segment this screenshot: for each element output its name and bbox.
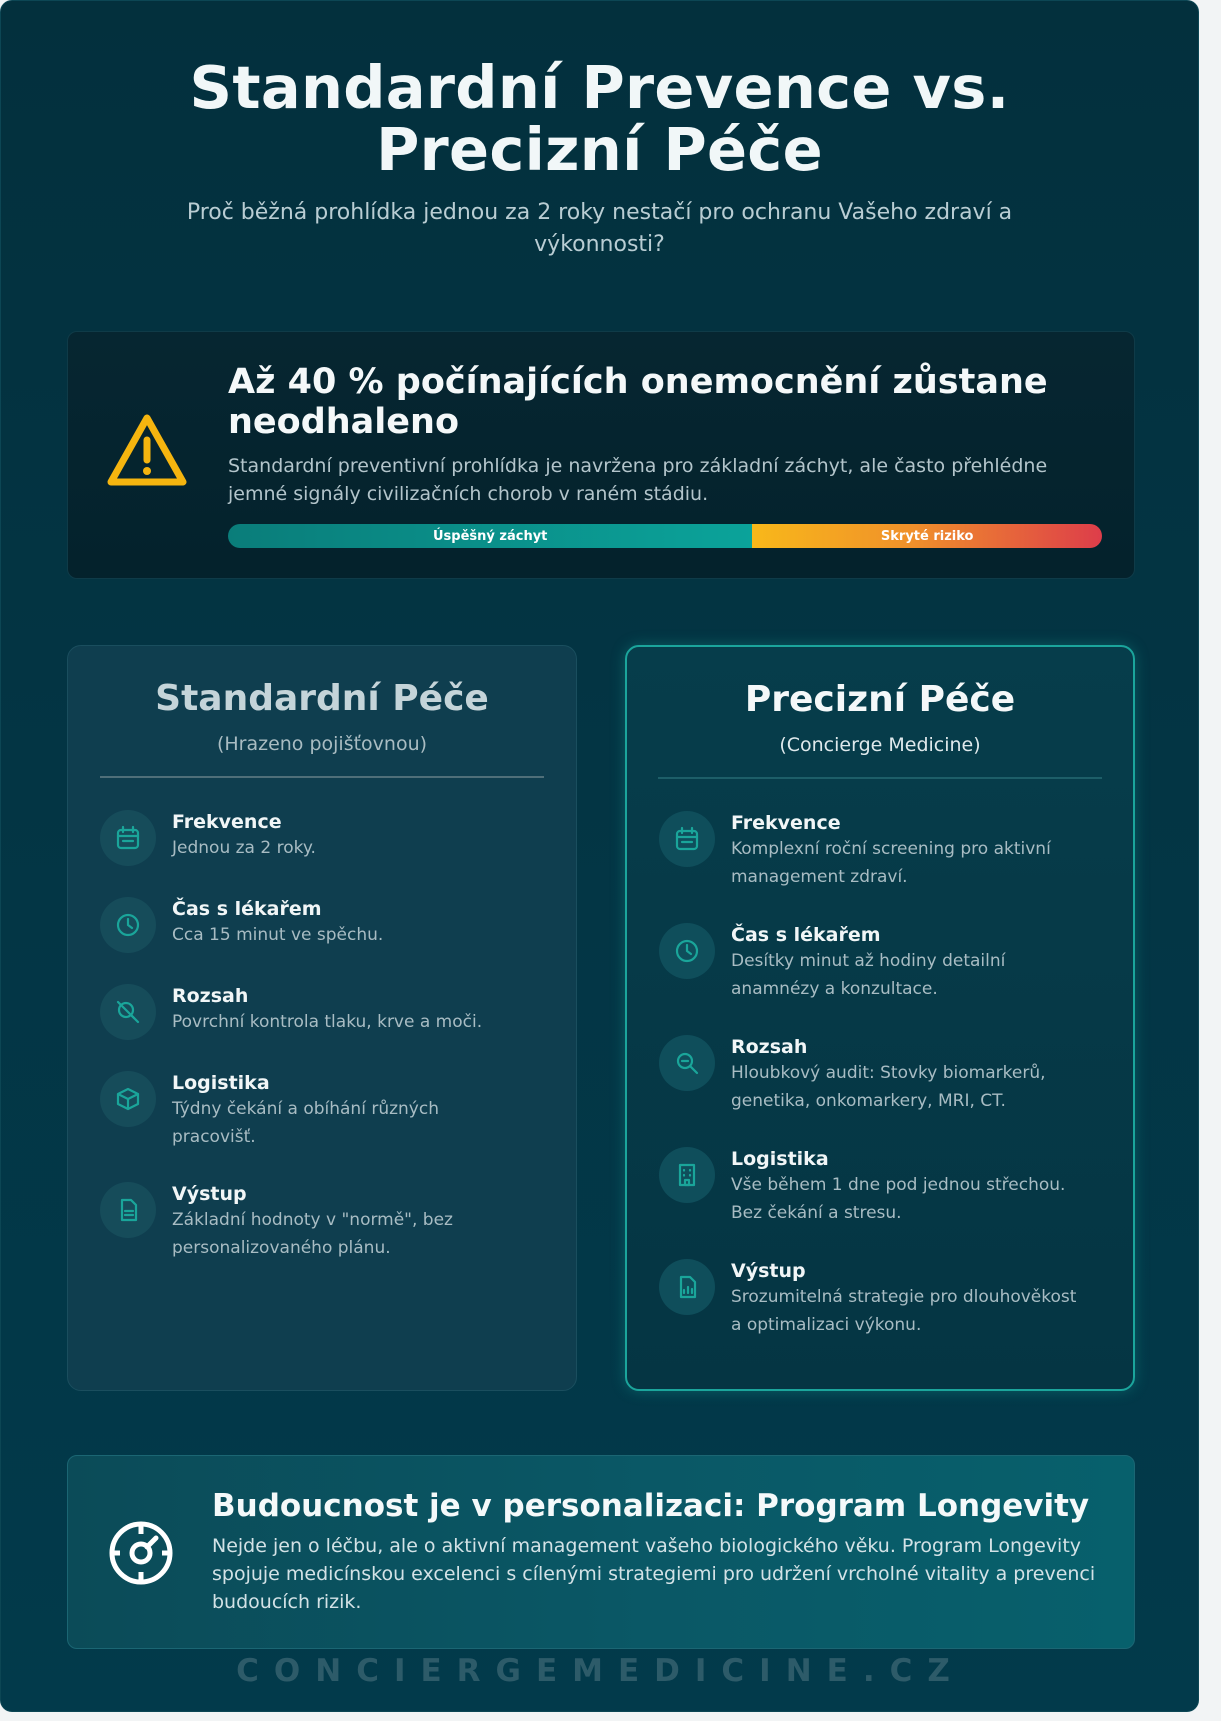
item-label: Frekvence — [172, 811, 282, 833]
cube-icon — [100, 1071, 156, 1127]
item-label: Rozsah — [172, 985, 249, 1007]
risk-bar-detected-label: Úspěšný záchyt — [433, 528, 548, 544]
item-label: Logistika — [731, 1148, 829, 1170]
item-desc: Desítky minut až hodiny detailní anamnézy a konzultace. — [731, 951, 1006, 999]
item-desc: Vše během 1 dne pod jednou střechou. Bez čekání a stresu. — [731, 1175, 1066, 1223]
item-desc: Komplexní roční screening pro aktivní management zdraví. — [731, 839, 1051, 887]
standard-care-card — [67, 645, 577, 1391]
standard-item-frequency — [100, 810, 544, 866]
precise-care-subtitle: (Concierge Medicine) — [779, 734, 981, 756]
page-title: Standardní Prevence vs. Precizní Péče — [189, 53, 1010, 184]
precise-care-title: Precizní Péče — [744, 679, 1016, 720]
standard-care-subtitle: (Hrazeno pojišťovnou) — [216, 733, 428, 755]
document-icon — [100, 1182, 156, 1238]
precise-item-frequency — [659, 811, 1101, 891]
clock-icon — [100, 897, 156, 953]
item-label: Výstup — [731, 1260, 806, 1282]
precise-item-time — [659, 923, 1101, 1003]
search-icon — [659, 1035, 715, 1091]
item-label: Čas s lékařem — [731, 924, 881, 946]
item-desc: Hloubkový audit: Stovky biomarkerů, genetika, onkomarkery, MRI, CT. — [731, 1063, 1046, 1111]
building-icon — [659, 1147, 715, 1203]
standard-item-time — [100, 897, 544, 953]
item-desc: Týdny čekání a obíhání různých pracovišť. — [172, 1099, 439, 1147]
precise-item-scope — [659, 1035, 1101, 1115]
search-off-icon — [100, 984, 156, 1040]
precise-item-output — [659, 1259, 1101, 1339]
item-label: Frekvence — [731, 812, 841, 834]
alert-text: Standardní preventivní prohlídka je navržena pro základní záchyt, ale často přehlédne jemné signály civilizačních chorob v raném stádiu. — [228, 455, 1048, 505]
calendar-icon — [100, 810, 156, 866]
item-label: Čas s lékařem — [172, 898, 322, 920]
item-label: Logistika — [172, 1072, 270, 1094]
page-subtitle: Proč běžná prohlídka jednou za 2 roky nestačí pro ochranu Vašeho zdraví a výkonnosti? — [186, 200, 1013, 257]
report-chart-icon — [659, 1259, 715, 1315]
alert-card — [67, 331, 1135, 579]
standard-item-output — [100, 1182, 544, 1262]
precise-care-card — [625, 645, 1135, 1391]
footer-brand: CONCIERGEMEDICINE.CZ — [236, 1653, 965, 1689]
standard-item-scope — [100, 984, 544, 1040]
item-desc: Srozumitelná strategie pro dlouhověkost a optimalizaci výkonu. — [731, 1287, 1077, 1335]
standard-item-logistics — [100, 1071, 544, 1151]
item-desc: Povrchní kontrola tlaku, krve a moči. — [172, 1012, 483, 1032]
risk-bar-hidden-label: Skryté riziko — [880, 528, 974, 544]
clock-icon — [659, 923, 715, 979]
hero — [1, 1, 1198, 261]
item-desc: Základní hodnoty v "normě", bez personalizovaného plánu. — [172, 1210, 453, 1258]
risk-bar-detected — [228, 524, 752, 548]
longevity-text: Nejde jen o léčbu, ale o aktivní management vašeho biologického věku. Program Longevity spojuje medicínskou excelenci s cílenými strategiemi pro udržení vrcholné vitality a prevenci budoucích rizik. — [212, 1535, 1096, 1613]
longevity-gauge-icon — [106, 1518, 176, 1588]
item-label: Rozsah — [731, 1036, 808, 1058]
item-label: Výstup — [172, 1183, 247, 1205]
risk-bar — [228, 524, 1102, 548]
standard-care-title: Standardní Péče — [155, 678, 489, 719]
calendar-icon — [659, 811, 715, 867]
risk-bar-hidden — [752, 524, 1102, 548]
precise-item-logistics — [659, 1147, 1101, 1227]
alert-title: Až 40 % počínajících onemocnění zůstane neodhaleno — [228, 362, 1048, 442]
longevity-card — [67, 1455, 1135, 1649]
item-desc: Jednou za 2 roky. — [172, 838, 316, 858]
item-desc: Cca 15 minut ve spěchu. — [172, 925, 384, 945]
longevity-title: Budoucnost je v personalizaci: Program Longevity — [212, 1488, 1090, 1524]
warning-icon — [106, 412, 188, 488]
